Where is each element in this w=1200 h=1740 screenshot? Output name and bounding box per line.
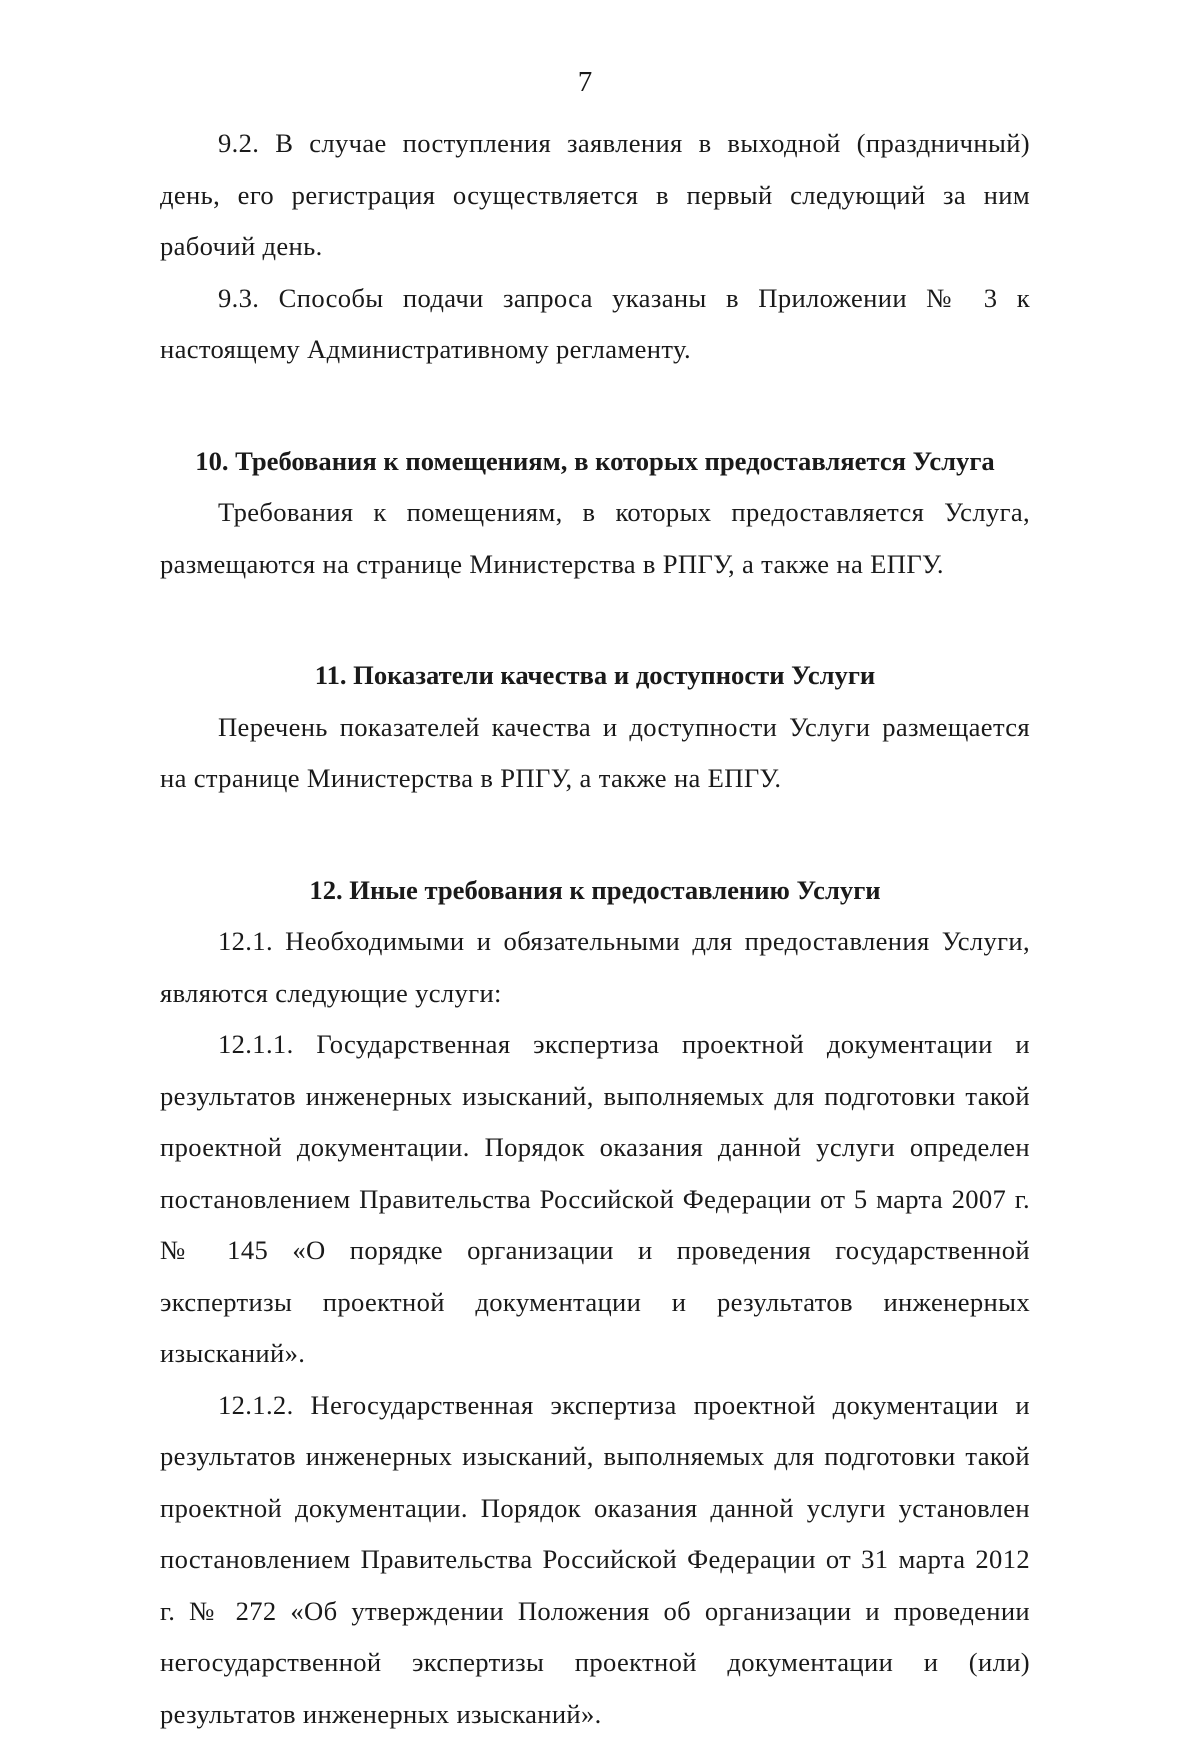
- section-heading-11: 11. Показатели качества и доступности Услуги: [160, 650, 1030, 702]
- section-heading-12: 12. Иные требования к предоставлению Услуги: [160, 865, 1030, 917]
- document-body: [160, 118, 1030, 1740]
- paragraph-12-1-2: 12.1.2. Негосударственная экспертиза проектной документации и результатов инженерных изысканий, выполняемых для подготовки такой проектной документации. Порядок оказания данной услуги установлен постановлением Правительства Российской Федерации от 31 марта 2012 г. № 272 «Об утверждении Положения об организации и проведении негосударственной экспертизы проектной документации и (или) результатов инженерных изысканий».: [160, 1380, 1030, 1740]
- page-number: 7: [0, 66, 1170, 99]
- paragraph-12-1-1: 12.1.1. Государственная экспертиза проектной документации и результатов инженерных изысканий, выполняемых для подготовки такой проектной документации. Порядок оказания данной услуги определен постановлением Правительства Российской Федерации от 5 марта 2007 г. № 145 «О порядке организации и проведения государственной экспертизы проектной документации и результатов инженерных изысканий».: [160, 1019, 1030, 1380]
- paragraph-12-1: 12.1. Необходимыми и обязательными для предоставления Услуги, являются следующие услуги:: [160, 916, 1030, 1019]
- paragraph-9-3: 9.3. Способы подачи запроса указаны в Приложении № 3 к настоящему Административному регламенту.: [160, 273, 1030, 376]
- paragraph-11: Перечень показателей качества и доступности Услуги размещается на странице Министерства в РПГУ, а также на ЕПГУ.: [160, 702, 1030, 805]
- paragraph-10: Требования к помещениям, в которых предоставляется Услуга, размещаются на странице Министерства в РПГУ, а также на ЕПГУ.: [160, 487, 1030, 590]
- paragraph-9-2: 9.2. В случае поступления заявления в выходной (праздничный) день, его регистрация осуществляется в первый следующий за ним рабочий день.: [160, 118, 1030, 273]
- section-heading-10: 10. Требования к помещениям, в которых предоставляется Услуга: [160, 436, 1030, 488]
